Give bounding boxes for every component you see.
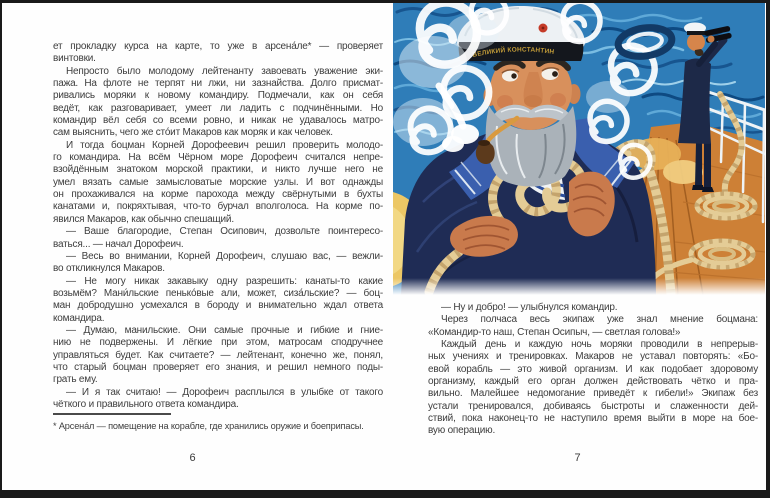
text-line: устали тренировался, добиваясь быстроты и слаженности дей-: [428, 400, 758, 412]
left-text-column: [53, 41, 383, 411]
text-line: го командира. На всём Чёрном море Дорофеич считался непре-: [53, 152, 383, 164]
paragraph: [53, 41, 383, 66]
text-line: возьмём? Мани́льские пенько́вые али, может, сиза́льские? — боц-: [53, 287, 383, 299]
text-line: сам выяснить, чего же сто́ит Макаров как моряк и как человек.: [53, 127, 333, 139]
text-line: — Весь во внимании, Корней Дорофеич, слушаю вас, — вежли-: [66, 250, 383, 262]
text-line: ваться... — начал Дорофеич.: [53, 238, 184, 250]
text-line: вильно. Малейшее недомогание приведёт к гибели!» Экипаж без: [428, 388, 758, 400]
text-line: ведёт, как разговаривает, умеет ли ладить с подчинёнными. Но: [53, 102, 383, 114]
paragraph: [53, 66, 383, 140]
page-number-right: 7: [574, 452, 581, 464]
text-line: ривались моряки к новому командиру. Подмечали, как он себя: [53, 90, 383, 102]
text-line: — Ваше благородие, Степан Осипович, дозвольте поинтересо-: [66, 226, 383, 238]
text-line: — Думаю, манильские. Они самые прочные и гибкие и гние-: [66, 324, 383, 336]
text-line: взойдённым знатоком морской практики, и никто лучше него не: [53, 164, 383, 176]
text-line: управляться будет. Как считаете? — лейтенант, конечно же, понял,: [53, 349, 383, 361]
text-line: И тогда боцман Корней Дорофеевич решил проверить молодо-: [66, 139, 383, 151]
paragraph: [428, 339, 758, 438]
text-line: что старый боцман проверяет его знания, и решил немного поды-: [53, 361, 383, 373]
paragraph: [53, 226, 383, 251]
footnote-rule: [53, 413, 171, 415]
paragraph: [428, 302, 758, 314]
text-line: чёткого и правильного ответа командира.: [53, 398, 239, 410]
paragraph: [53, 251, 383, 276]
right-text-column: [428, 302, 758, 438]
text-line: ман добродушно усмехался в бороду и внимательно ждал ответа: [53, 300, 383, 312]
text-line: во откликнулся Макаров.: [53, 263, 165, 275]
text-line: умел вязать самые замысловатые морские узлы. И вот однажды: [53, 176, 383, 188]
text-line: Через полчаса весь экипаж уже знал мнение боцмана:: [441, 314, 758, 326]
illustration-bottom-fade: [393, 278, 765, 295]
text-line: канатами и, покряхтывая, что-то бурчал вполголоса. На корме по-: [53, 201, 383, 213]
text-line: ных учениях и тренировках. Макаров не уставал повторять: «Бо-: [428, 351, 758, 363]
text-line: евой корабль — это живой организм. И как подобает здоровому: [428, 363, 758, 375]
page-right: [385, 0, 770, 498]
paragraph: [53, 325, 383, 387]
text-line: «Командир-то наш, Степан Осипыч, — светлая голова!»: [428, 326, 681, 338]
text-line: Непросто было молодому лейтенанту завоевать уважение эки-: [66, 65, 383, 77]
footnote: [53, 413, 383, 432]
text-line: нию не подвержены. И лёгкие при этом, матросам сподручнее: [53, 337, 383, 349]
text-line: — Ну и добро! — улыбнулся командир.: [441, 302, 618, 313]
text-line: организму, каждый его орган должен действовать чётко и пра-: [428, 376, 758, 388]
text-line: он прохаживался на корме парохода между свёрнутыми в бухты: [53, 189, 383, 201]
text-line: ствий, пока наконец-то не наступило время выйти в море на бое-: [428, 413, 758, 425]
text-line: — И я так считаю! — Дорофеич расплылся в улыбке от такого: [66, 386, 383, 398]
text-line: винтовки.: [53, 53, 96, 65]
text-line: пажа. На флоте не терпят ни лжи, ни зазнайства. Долго присмат-: [53, 78, 383, 90]
text-line: — Не могу никак закавыку одну разрешить: канаты-то какие: [66, 275, 383, 287]
text-line: командира.: [53, 312, 105, 324]
text-line: вую операцию.: [428, 425, 496, 437]
page-number-left: 6: [189, 452, 196, 464]
paragraph: [53, 140, 383, 226]
footnote-text: * Арсена́л — помещение на корабле, где хранились оружие и боеприпасы.: [53, 421, 364, 431]
text-line: ет прокладку курса на карте, то уже в арсена́ле* — проверяет: [53, 41, 383, 52]
text-line: явился Макаров, как обычно спешащий.: [53, 213, 234, 225]
illustration: [393, 2, 765, 295]
cap-band-text: ВЕЛИКИЙ КОНСТАНТИН: [471, 46, 555, 59]
paragraph: [53, 387, 383, 412]
paragraph: [53, 276, 383, 325]
text-line: командир вёл себя со всеми ровно, и никак не удавалось матро-: [53, 115, 383, 127]
text-line: Каждый день и каждую ночь моряки проводили в непрерыв-: [441, 339, 758, 351]
text-line: грать ему.: [53, 374, 98, 386]
paragraph: [428, 314, 758, 339]
